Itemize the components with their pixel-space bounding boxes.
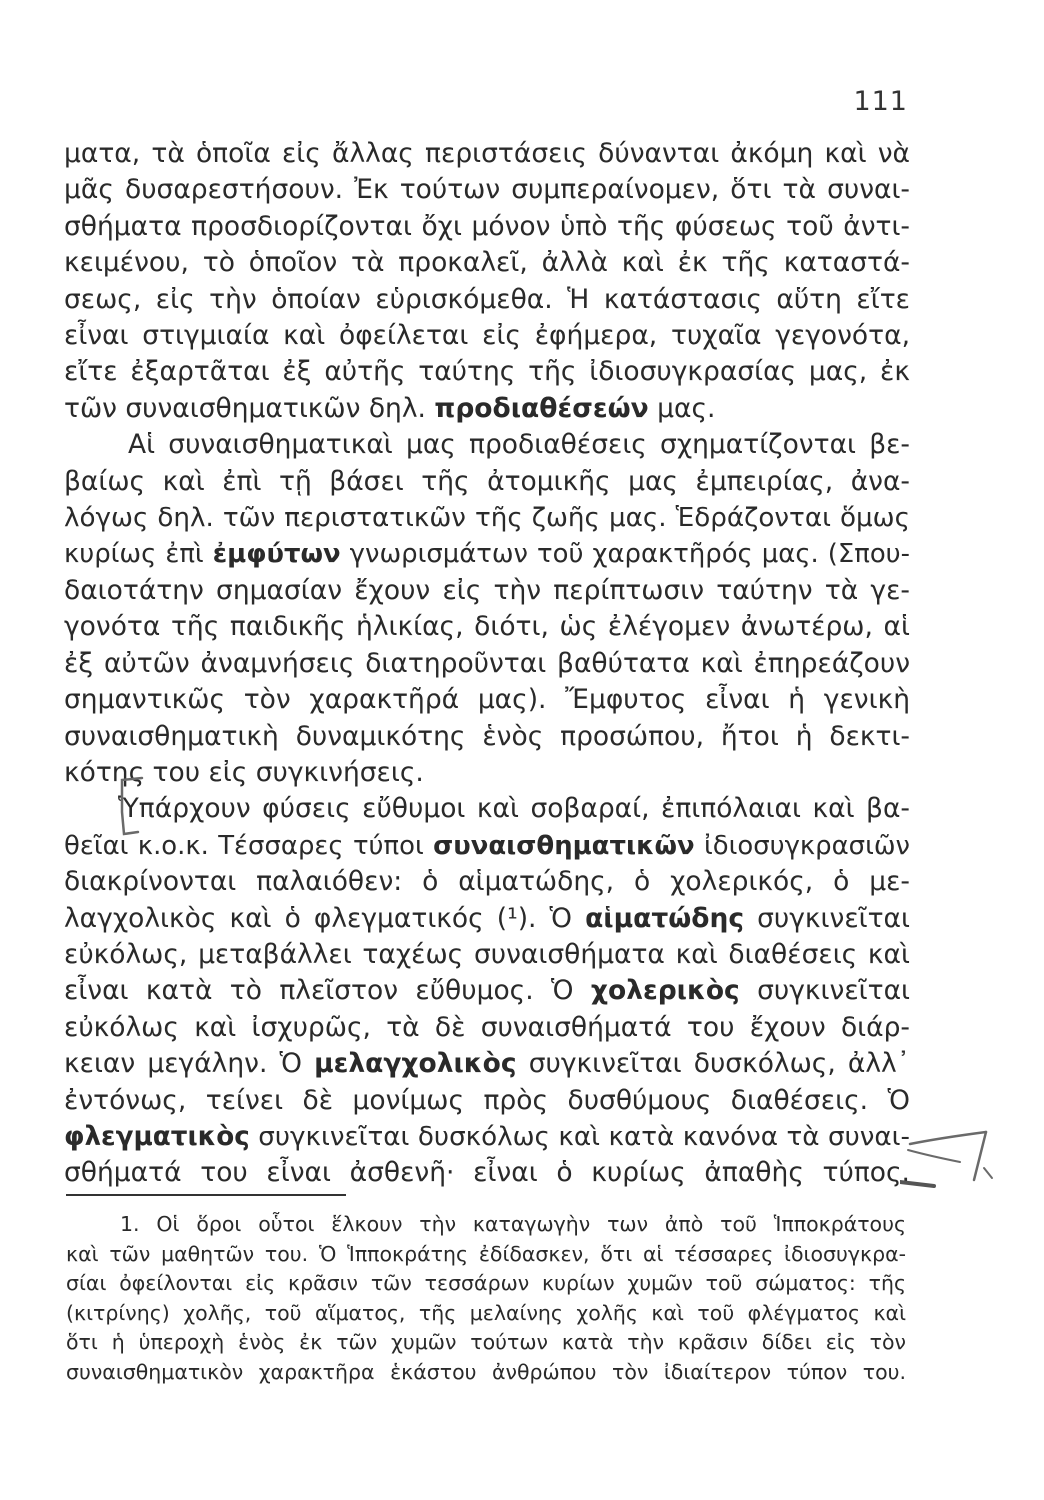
emphasized-term: χολερικὸς [590, 975, 740, 1007]
text-line: λόγως δηλ. τῶν περιστατικῶν τῆς ζωῆς μας. Ἑδράζονται ὅμως [64, 503, 910, 534]
pencil-bracket-end-mark [900, 1122, 1020, 1202]
emphasized-term: συναισθηματικῶν [433, 830, 695, 861]
emphasized-term: φλεγματικὸς [64, 1121, 250, 1152]
footnote-line: σίαι ὀφείλονται εἰς κρᾶσιν τῶν τεσσάρων κυρίων χυμῶν τοῦ σώματος: τῆς [66, 1271, 906, 1295]
text-line: εὐκόλως καὶ ἰσχυρῶς, τὰ δὲ συναισθήματά του ἔχουν διάρ- [64, 1011, 910, 1043]
paragraph-3 [64, 791, 910, 1191]
footnote-line: 1. Οἱ ὅροι οὗτοι ἕλκουν τὴν καταγωγὴν των ἀπὸ τοῦ Ἱπποκράτους [120, 1212, 906, 1236]
paragraph-2 [64, 427, 910, 791]
text-line: γονότα τῆς παιδικῆς ἡλικίας, διότι, ὡς ἐλέγομεν ἀνωτέρω, αἱ [64, 611, 910, 643]
text-line: φλεγματικὸς συγκινεῖται δυσκόλως καὶ κατὰ κανόνα τὰ συναι- [64, 1121, 910, 1152]
text-line: ἐντόνως, τείνει δὲ μονίμως πρὸς δυσθύμους διαθέσεις. Ὁ [64, 1084, 910, 1116]
text-line: διακρίνονται παλαιόθεν: ὁ αἱματώδης, ὁ χολερικός, ὁ με- [64, 866, 910, 898]
text-line: κότης του εἰς συγκινήσεις. [64, 756, 424, 788]
text-line: εὐκόλως, μεταβάλλει ταχέως συναισθήματα καὶ διαθέσεις καὶ [64, 938, 910, 970]
emphasized-term: μελαγχολικὸς [314, 1048, 517, 1080]
text-line: σεως, εἰς τὴν ὁποίαν εὑρισκόμεθα. Ἡ κατάστασις αὕτη εἴτε [64, 283, 910, 315]
footnote-1 [66, 1210, 906, 1387]
page-number: 111 [853, 86, 908, 117]
emphasized-term: αἱματώδης [585, 902, 745, 934]
footnotes [66, 1210, 906, 1387]
text-line: ἐξ αὐτῶν ἀναμνήσεις διατηροῦνται βαθύτατα καὶ ἐπηρεάζουν [64, 647, 910, 679]
footnote-line: καὶ τῶν μαθητῶν του. Ὁ Ἱπποκράτης ἐδίδασκεν, ὅτι αἱ τέσσαρες ἰδιοσυγκρα- [66, 1241, 906, 1266]
text-line: σθήματά του εἶναι ἀσθενῆ· εἶναι ὁ κυρίως ἀπαθὴς τύπος. [64, 1157, 910, 1189]
text-line: κυρίως ἐπὶ ἐμφύτων γνωρισμάτων τοῦ χαρακτῆρός μας. (Σπου- [64, 539, 910, 570]
paragraph-1 [64, 136, 910, 427]
text-line: Ὑπάρχουν φύσεις εὔθυμοι καὶ σοβαραί, ἐπιπόλαιαι καὶ βα- [118, 793, 910, 825]
text-line: εἶναι κατὰ τὸ πλεῖστον εὔθυμος. Ὁ χολερικὸς συγκινεῖται [64, 975, 911, 1007]
text-line: δαιοτάτην σημασίαν ἔχουν εἰς τὴν περίπτωσιν ταύτην τὰ γε- [64, 574, 910, 606]
text-line: βαίως καὶ ἐπὶ τῇ βάσει τῆς ἀτομικῆς μας ἐμπειρίας, ἀνα- [64, 465, 910, 497]
text-line: σημαντικῶς τὸν χαρακτῆρά μας). Ἔμφυτος εἶναι ἡ γενικὴ [64, 684, 910, 716]
footnote-divider [66, 1194, 346, 1196]
footnote-line: ὅτι ἡ ὑπεροχὴ ἑνὸς ἐκ τῶν χυμῶν τούτων κατὰ τὴν κρᾶσιν δίδει εἰς τὸν [66, 1330, 906, 1354]
text-line: εἶναι στιγμιαία καὶ ὀφείλεται εἰς ἐφήμερα, τυχαῖα γεγονότα, [64, 320, 910, 352]
text-line: μᾶς δυσαρεστήσουν. Ἐκ τούτων συμπεραίνομεν, ὅτι τὰ συναι- [64, 174, 910, 206]
text-line: τῶν συναισθηματικῶν δηλ. προδιαθέσεών μας. [64, 392, 716, 424]
footnote-line: (κιτρίνης) χολῆς, τοῦ αἵματος, τῆς μελαίνης χολῆς καὶ τοῦ φλέγματος καὶ [66, 1300, 906, 1325]
text-line: ματα, τὰ ὁποῖα εἰς ἄλλας περιστάσεις δύνανται ἀκόμη καὶ νὰ [64, 138, 910, 169]
body-text [64, 136, 910, 1192]
text-line: εἴτε ἐξαρτᾶται ἐξ αὐτῆς ταύτης τῆς ἰδιοσυγκρασίας μας, ἐκ [64, 356, 910, 388]
text-line: σθήματα προσδιορίζονται ὄχι μόνον ὑπὸ τῆς φύσεως τοῦ ἀντι- [64, 210, 910, 242]
emphasized-term: ἐμφύτων [212, 539, 341, 570]
text-line: κειμένου, τὸ ὁποῖον τὰ προκαλεῖ, ἀλλὰ καὶ ἐκ τῆς καταστά- [64, 247, 910, 279]
text-line: θεῖαι κ.ο.κ. Τέσσαρες τύποι συναισθηματικῶν ἰδιοσυγκρασιῶν [64, 830, 910, 861]
text-line: συναισθηματικὴ δυναμικότης ἑνὸς προσώπου, ἤτοι ἡ δεκτι- [64, 720, 910, 752]
emphasized-term: προδιαθέσεών [434, 392, 649, 424]
footnote-line: συναισθηματικὸν χαρακτῆρα ἑκάστου ἀνθρώπου τὸν ἰδιαίτερον τύπον του. [66, 1359, 906, 1384]
text-line: Αἱ συναισθηματικαὶ μας προδιαθέσεις σχηματίζονται βε- [128, 429, 910, 461]
text-line: λαγχολικὸς καὶ ὁ φλεγματικός (¹). Ὁ αἱματώδης συγκινεῖται [64, 902, 910, 934]
text-line: κειαν μεγάλην. Ὁ μελαγχολικὸς συγκινεῖται δυσκόλως, ἀλλ᾿ [64, 1048, 910, 1080]
